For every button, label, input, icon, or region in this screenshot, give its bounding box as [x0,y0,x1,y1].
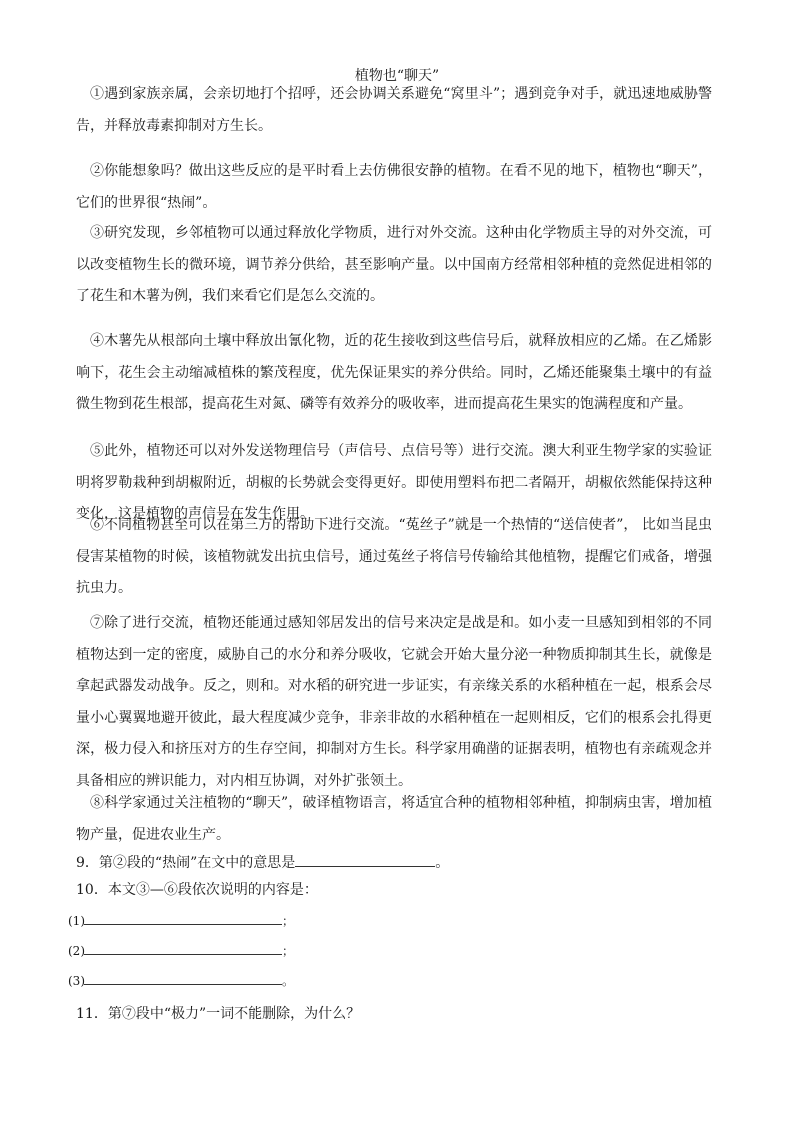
item-number: (1) [68,914,85,928]
paragraph-6: ⑥不同植物甚至可以在第三方的帮助下进行交流。“菟丝子”就是一个热情的“送信使者”， 比如当昆虫侵害某植物的时候，该植物就发出抗虫信号，通过菟丝子将信号传输给其他植物，提醒它们戒备，增强抗虫力。 [76,517,712,596]
question-9-text: 9．第②段的“热闹”在文中的意思是 [76,855,296,871]
answer-blank-9[interactable] [295,852,435,867]
question-10-stem: 10．本文③—⑥段依次说明的内容是： [76,882,318,898]
question-9-end: 。 [435,855,450,871]
paragraph-2: ②你能想象吗？做出这些反应的是平时看上去仿佛很安静的植物。在看不见的地下，植物也“聊天”，它们的世界很“热闹”。 [76,163,712,211]
paragraph-5: ⑤此外，植物还可以对外发送物理信号（声信号、点信号等）进行交流。澳大利亚生物学家的实验证明将罗勒栽种到胡椒附近，胡椒的长势就会变得更好。即使用塑料布把二者隔开，胡椒依然能保持这种变化，这是植物的声信号在发生作用。 [76,443,712,522]
paragraph-1: ①遇到家族亲属，会亲切地打个招呼，还会协调关系避免“窝里斗”；遇到竞争对手，就迅速地威胁警告，并释放毒素抑制对方生长。 [76,86,712,134]
question-10-item-2 [68,940,294,961]
item-end: ； [282,914,295,928]
paragraph-4: ④木薯先从根部向土壤中释放出氰化物，近的花生接收到这些信号后，就释放相应的乙烯。在乙烯影响下，花生会主动缩减植株的繁茂程度，优先保证果实的养分供给。同时，乙烯还能聚集土壤中的有益微生物到花生根部，提高花生对氮、磷等有效养分的吸收率，进而提高花生果实的饱满程度和产量。 [76,333,712,412]
paragraph-7: ⑦除了进行交流，植物还能通过感知邻居发出的信号来决定是战是和。如小麦一旦感知到相邻的不同植物达到一定的密度，威胁自己的水分和养分吸收，它就会开始大量分泌一种物质抑制其生长，就像是拿起武器发动战争。反之，则和。对水稻的研究进一步证实，有亲缘关系的水稻种植在一起，根系会尽量小心翼翼地避开彼此，最大程度减少竞争，非亲非故的水稻种植在一起则相反，它们的根系会扎得更深，极力侵入和挤压对方的生存空间，抑制对方生长。科学家用确凿的证据表明，植物也有亲疏观念并具备相应的辨识能力，对内相互协调，对外扩张领土。 [76,615,712,789]
answer-blank-10-3[interactable] [84,970,282,985]
answer-blank-10-1[interactable] [84,910,282,925]
question-9 [76,852,712,873]
item-end: 。 [282,974,295,988]
paragraph-8: ⑧科学家通过关注植物的“聊天”，破译植物语言，将适宜合种的植物相邻种植，抑制病虫害，增加植物产量，促进农业生产。 [76,795,712,843]
article-title: 植物也“聊天” [354,68,440,84]
item-number: (3) [68,974,85,988]
item-end: ； [282,944,295,958]
question-10-item-1 [68,910,294,931]
item-number: (2) [68,944,85,958]
answer-blank-10-2[interactable] [84,940,282,955]
question-11: 11．第⑦段中“极力”一词不能删除，为什么？ [76,1006,361,1022]
paragraph-3: ③研究发现，乡邻植物可以通过释放化学物质，进行对外交流。这种由化学物质主导的对外交流，可以改变植物生长的微环境，调节养分供给，甚至影响产量。以中国南方经常相邻种植的竞然促进相邻的了花生和木薯为例，我们来看它们是怎么交流的。 [76,225,712,304]
question-10-item-3 [68,970,294,991]
